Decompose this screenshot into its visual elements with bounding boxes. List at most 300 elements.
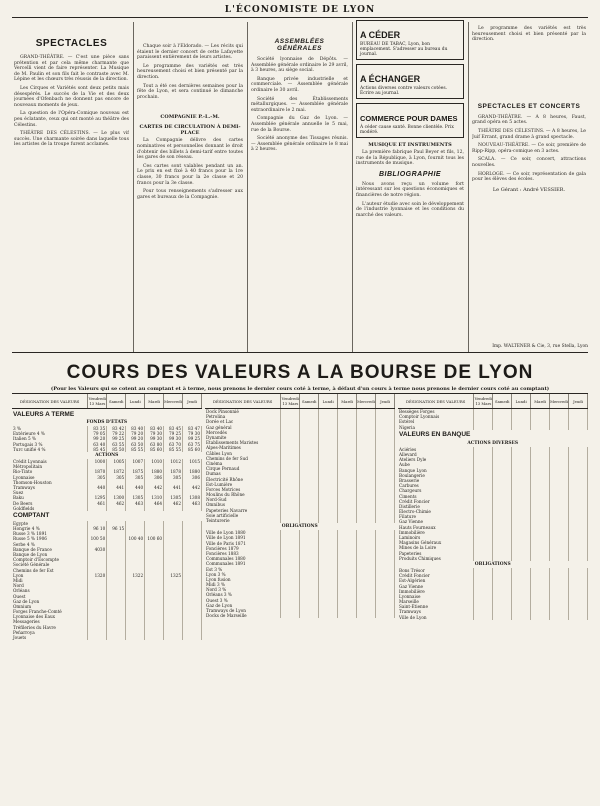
security-name: Midi [12, 578, 88, 583]
column-header: Mardi [531, 394, 550, 409]
quote-cell [376, 613, 395, 618]
security-name: Distillerie [398, 504, 474, 509]
assemblees-paragraph: Société des Établissements métallurgiques. — Assemblée générale extraordinaire le 2 mai. [251, 96, 348, 113]
column-header: Vendredi 13 Mars [88, 394, 107, 409]
ad-commerce [356, 103, 464, 138]
quote-cell [512, 615, 531, 620]
column-rule [133, 22, 134, 352]
security-name: Communales 1880 [205, 556, 281, 561]
printer-line: Imp. WALTENER & Cie, 3, rue Stella, Lyon [492, 344, 588, 349]
security-name: Lyon [12, 573, 88, 578]
security-name: Mercedès [205, 430, 281, 435]
security-name: Omnibus [205, 502, 281, 507]
quote-cell: 1305 [164, 495, 183, 500]
security-name: Etablissements Maristes [205, 440, 281, 445]
quote-cell: 1875 [126, 469, 145, 474]
quote-cell: 79 30 [183, 431, 202, 436]
security-name: Omnium [12, 604, 88, 609]
security-name: Électro-Chimie [398, 509, 474, 514]
quote-cell: 440 [88, 485, 107, 490]
security-name: Lyon fusion [205, 577, 281, 582]
quote-cell [107, 635, 126, 640]
security-name: Dynamite [205, 435, 281, 440]
security-name: Serbe 4 % [12, 542, 88, 547]
security-name: Estérel [398, 419, 474, 424]
company-body [137, 138, 243, 200]
quote-cell [474, 615, 493, 620]
concerts-paragraph: SCALA. — Ce soir, concert, attractions nouvelles. [472, 157, 586, 168]
company-paragraph: Pour tous renseignements s'adresser aux gares et bureaux de la Compagnie. [137, 189, 243, 200]
company-paragraph: Ces cartes sont valables pendant un an. Le prix en est fixé à 40 francs pour la 1re classe, 30 francs pour la 2e classe et 20 francs pour la 3e classe. [137, 163, 243, 186]
subgroup-heading: ACTIONS [95, 452, 119, 458]
quote-cell: 63 70 [164, 442, 183, 447]
column-header: Jeudi [376, 394, 395, 409]
ad-commerce-heading: COMMERCE POUR DAMES [360, 114, 458, 123]
security-name: Moulins du Rhône [205, 492, 281, 497]
security-name: Mines de la Loire [398, 545, 474, 550]
security-name: Russe 5 % 1906 [12, 536, 88, 541]
column-header: Mardi [145, 394, 164, 409]
quote-cell: 463 [126, 500, 145, 505]
security-name: Portugais 3 % [12, 442, 88, 447]
group-heading: COMPTANT [13, 512, 50, 520]
quote-cell [319, 613, 338, 618]
security-name: Egypte [12, 521, 88, 526]
column-header: Samedi [107, 394, 126, 409]
concerts-title: SPECTACLES ET CONCERTS [477, 102, 581, 110]
security-name: Ouest [12, 593, 88, 598]
security-name: Papeteries [398, 551, 474, 556]
newspaper-title: L'ÉCONOMISTE DE LYON [224, 5, 376, 15]
column-header: Jeudi [569, 394, 588, 409]
security-name: Dorée et Lac [205, 419, 281, 424]
quote-cell [145, 635, 164, 640]
quote-cell [281, 613, 300, 618]
quote-cell: 85 60 [145, 447, 164, 452]
security-name: Lyonnaise [12, 475, 88, 480]
security-name: Immobilière [398, 530, 474, 535]
security-name: Hongrie 4 % [12, 526, 88, 531]
security-name: Chemins de fer Est [12, 568, 88, 573]
security-name: Est-Algérien [398, 578, 474, 583]
table-row [205, 613, 395, 618]
column-header: Lundi [319, 394, 338, 409]
quote-cell: 79 22 [107, 431, 126, 436]
cours-table-2-wrap [205, 394, 395, 794]
spectacles-paragraph: THÉÂTRE DES CÉLESTINS. — Le plus vif succès. Une charmante soirée dans laquelle tous les artistes de la troupe furent acclamés. [14, 131, 129, 148]
quote-cell: 461 [88, 500, 107, 505]
concerts-intro [472, 26, 586, 43]
assemblees-paragraph: Société lyonnaise de Dépôts. — Assemblée générale ordinaire le 29 avril, à 3 heures, au siège social. [251, 57, 348, 74]
security-name: Foncières 1879 [205, 546, 281, 551]
security-name: Tramways [12, 485, 88, 490]
assemblees-paragraph: Société anonyme des Tissages réunis. — Assemblée générale ordinaire le 8 mai à 2 heures. [251, 136, 348, 153]
quote-cell [183, 635, 202, 640]
quote-cell: 96 10 [88, 526, 107, 531]
security-name: Goldfields [12, 506, 88, 511]
security-name: Ateliers Dyle [398, 457, 474, 462]
quote-cell: 85 45 [88, 447, 107, 452]
quote-cell: 1878 [164, 469, 183, 474]
security-name: Aube [398, 462, 474, 467]
quote-cell: 1310 [145, 495, 164, 500]
column-header: DÉSIGNATION DES VALEURS [12, 394, 88, 409]
table-row [398, 615, 588, 620]
security-name: Russe 3 % 1891 [12, 531, 88, 536]
concerts-paragraph: NOUVEAU-THÉÂTRE. — Ce soir, première de Ripp-Ripp, opéra-comique en 3 actes. [472, 143, 586, 154]
table-header-row [12, 394, 202, 409]
bibliographie-paragraph: Nous avons reçu un volume fort intéressant sur les questions économiques et financières de notre région. [356, 181, 464, 198]
quote-cell: 1308 [183, 495, 202, 500]
quote-cell: 63 80 [145, 442, 164, 447]
column-header: Vendredi 13 Mars [474, 394, 493, 409]
ad-a-echanger [356, 64, 464, 99]
quote-cell: 99 30 [164, 436, 183, 441]
bibliographie-body [356, 182, 464, 219]
quote-cell: 83 40 [126, 426, 145, 431]
security-name: Lyonnaise [398, 594, 474, 599]
security-name: Boulangerie [398, 473, 474, 478]
security-name: Tréfileries du Havre [12, 625, 88, 630]
quote-cell: 96 15 [107, 526, 126, 531]
cours-title: COURS DES VALEURS A LA BOURSE DE LYON [66, 362, 534, 383]
security-name: Société Générale [12, 562, 88, 567]
security-name: Est-Lumière [205, 482, 281, 487]
quote-cell [164, 635, 183, 640]
security-name: Banque de France [12, 547, 88, 552]
column-header: Mercredi [550, 394, 569, 409]
musique-title: MUSIQUE ET INSTRUMENTS [368, 142, 452, 148]
security-name: Soie artificielle [205, 513, 281, 518]
security-name: Filature [398, 514, 474, 519]
security-name: Métropolitain [12, 464, 88, 469]
col2-paragraph: Chaque soir à l'Eldorado. — Les récits qui étaient le dernier concert de cette Lafayette paraissent entièrement de leurs artistes. [137, 44, 243, 61]
security-name: Foncières 1883 [205, 551, 281, 556]
quote-cell: 63 50 [126, 442, 145, 447]
quote-cell: 1880 [145, 469, 164, 474]
security-name: Cirque Pernaud [205, 466, 281, 471]
security-name: Magasins Généraux [398, 540, 474, 545]
quote-cell [88, 635, 107, 640]
table-row [12, 635, 202, 640]
quote-cell: 85 50 [107, 447, 126, 452]
column-header: Mercredi [164, 394, 183, 409]
quote-cell: 99 20 [126, 436, 145, 441]
quote-cell: 100 50 [88, 536, 107, 541]
quote-cell [357, 613, 376, 618]
quote-cell: 462 [164, 500, 183, 505]
column-rule [352, 22, 353, 352]
quote-cell: 1007 [126, 459, 145, 464]
spectacles-body [14, 55, 129, 148]
quote-cell: 99 20 [88, 436, 107, 441]
security-name: Bons Trésor [398, 568, 474, 573]
security-name: Gaz de Lyon [205, 603, 281, 608]
cours-table-3-wrap [398, 394, 588, 794]
security-name: Est 3 % [205, 566, 281, 571]
security-name: Orléans [12, 588, 88, 593]
security-name: Forces Motrices [205, 487, 281, 492]
security-name: Forges Franche-Comté [12, 609, 88, 614]
ad-a-ceder-text: BUREAU DE TABAC, Lyon, bon emplacement. S'adresser au bureau du journal. [360, 42, 448, 57]
subgroup-heading-row [205, 523, 395, 530]
quote-cell: 305 [126, 475, 145, 480]
security-name: Banque Lyon [398, 468, 474, 473]
quote-cell: 1320 [88, 573, 107, 578]
security-name: Comptoir Lyonnais [398, 414, 474, 419]
column-header: Samedi [300, 394, 319, 409]
security-name: Baku [12, 495, 88, 500]
quote-cell: 305 [88, 475, 107, 480]
column-header: Samedi [493, 394, 512, 409]
column-header: Jeudi [183, 394, 202, 409]
quote-cell: 1010 [145, 459, 164, 464]
company-subtitle: CARTES DE CIRCULATION À DEMI-PLACE [139, 124, 241, 137]
column-header: Vendredi 13 Mars [281, 394, 300, 409]
assemblees-column [251, 20, 348, 350]
security-name: Marseille [398, 599, 474, 604]
security-name: Crédit Foncier [398, 499, 474, 504]
quote-cell: 1305 [126, 495, 145, 500]
quote-cell: 1295 [88, 495, 107, 500]
ads-column [356, 20, 464, 350]
security-name: Électricité Rhône [205, 476, 281, 481]
subgroup-heading-row [12, 452, 202, 459]
quote-cell [550, 615, 569, 620]
col2-body [137, 44, 243, 100]
spectacles-paragraph: Les Cirques et Variétés sont deux petits mais désespérés. Le succès de la Vie et des deux journées d'Ofenbach ne donnent pas encore de nouveaux moments de jeux. [14, 85, 129, 108]
security-name: Chemins de fer Sud [205, 456, 281, 461]
quote-cell [569, 615, 588, 620]
security-name: 3 % [12, 426, 88, 431]
security-name: Communales 1891 [205, 561, 281, 566]
security-name: Brasserie [398, 478, 474, 483]
security-name: Gaz Vienne [398, 519, 474, 524]
ad-a-echanger-text: Actions diverses contre valeurs cotées. Écrire au journal. [360, 86, 447, 96]
quote-cell [531, 615, 550, 620]
quote-cell: 79 30 [145, 431, 164, 436]
security-name: Crédit Foncier [398, 573, 474, 578]
group-heading: VALEURS EN BANQUE [399, 431, 471, 439]
quote-cell: 63 75 [183, 442, 202, 447]
cours-table-3 [398, 394, 588, 620]
quote-cell [126, 635, 145, 640]
quote-cell: 83 40 [145, 426, 164, 431]
subgroup-heading-row [398, 440, 588, 447]
quote-cell: 1015 [183, 459, 202, 464]
security-name: Comptoir d'Escompte [12, 557, 88, 562]
column-header: DÉSIGNATION DES VALEURS [205, 394, 281, 409]
quote-cell: 4030 [88, 547, 107, 552]
quote-cell: 306 [183, 475, 202, 480]
quote-cell: 305 [107, 475, 126, 480]
security-name: Jouets [12, 635, 88, 640]
quote-cell: 462 [107, 500, 126, 505]
company-paragraph: La Compagnie délivre des cartes nominatives et personnelles donnant le droit d'obtenir des billets à demi-tarif entre toutes les gares de son réseau. [137, 138, 243, 161]
security-name: Ville de Paris 1871 [205, 541, 281, 546]
security-name: Thomson-Houston [12, 480, 88, 485]
subgroup-heading: OBLIGATIONS [474, 561, 511, 567]
concerts-paragraph: Le programme des variétés est très heureusement choisi et bien présenté par la direction. [472, 26, 586, 43]
security-name: Papeteries Navarre [205, 508, 281, 513]
quote-cell [338, 613, 357, 618]
concerts-column [472, 20, 586, 350]
quote-cell: 83 45 [164, 426, 183, 431]
assemblees-paragraph: Banque privée industrielle et commerciale. — Assemblée générale ordinaire le 30 avril. [251, 76, 348, 93]
subgroup-heading: FONDS D'ÉTATS [86, 420, 128, 425]
quote-cell: 1322 [126, 573, 145, 578]
quote-cell: 79 20 [126, 431, 145, 436]
security-name: Turc unifié 4 % [12, 447, 88, 452]
security-name: Peñarroya [12, 630, 88, 635]
concerts-paragraph: GRAND-THÉÂTRE. — A 8 heures, Faust, grand opéra en 5 actes. [472, 114, 586, 126]
quote-cell: 1870 [88, 469, 107, 474]
security-name: Midi 3 % [205, 582, 281, 587]
header-rule [12, 17, 588, 18]
security-name: Allevard [398, 452, 474, 457]
assemblees-paragraph: Compagnie du Gaz de Lyon. — Assemblée générale annuelle le 5 mai, rue de la Bourse. [251, 116, 348, 133]
security-name: Nigeria [398, 425, 474, 430]
quote-cell: 442 [183, 485, 202, 490]
musique-paragraph: La première fabrique Paul Beyer et fils, 12, rue de la République, à Lyon, fournit tous les instruments de musique. [356, 150, 464, 167]
security-name: Ouest 3 % [205, 598, 281, 603]
security-name: Nord [12, 583, 88, 588]
col2-paragraph: Le programme des variétés est très heureusement choisi et bien présenté par la direction. [137, 63, 243, 80]
security-name: Bessèges Forges [398, 409, 474, 415]
quote-cell: 1880 [183, 469, 202, 474]
security-name: Crédit Lyonnais [12, 459, 88, 464]
col2-paragraph: Tout a été ces dernières semaines pour la fête de Lyon, et sera continué le dimanche prochain. [137, 83, 243, 100]
security-name: Produits Chimiques [398, 556, 474, 561]
security-name: Ville de Lyon [398, 615, 474, 620]
table-header-row [205, 394, 395, 409]
assemblees-body [251, 57, 348, 153]
group-heading-row [12, 409, 202, 420]
security-name: Banque de Lyon [12, 552, 88, 557]
musique-body [356, 150, 464, 167]
security-name: Lyonnaise des Eaux [12, 614, 88, 619]
security-name: Câbles Lyon [205, 451, 281, 456]
concerts-paragraph: THÉÂTRE DES CÉLESTINS. — A 8 heures, Le Juif Errant, grand drame à grand spectacle. [472, 128, 586, 140]
quote-cell: 83 47 [183, 426, 202, 431]
quote-cell: 441 [164, 485, 183, 490]
subgroup-heading: ACTIONS DIVERSES [467, 440, 519, 446]
security-name: Immobilière [398, 589, 474, 594]
quote-cell: 440 [126, 485, 145, 490]
security-name: Cinéma [205, 461, 281, 466]
spectacles-title: SPECTACLES [35, 38, 108, 49]
quote-cell: 1005 [107, 459, 126, 464]
security-name: Gaz de Lyon [12, 599, 88, 604]
concerts-body [472, 115, 586, 183]
group-heading: VALEURS A TERME [13, 410, 75, 418]
cours-subtitle: (Pour les Valeurs qui se cotent au comptant et à terme, nous prenons le dernier cours coté à terme, à défaut d'un cours à terme nous prenons le dernier cours coté au comptant) [50, 386, 550, 392]
bibliographie-paragraph: L'auteur étudie avec soin le développement de l'industrie lyonnaise et les conditions du marché des valeurs. [356, 201, 464, 218]
quote-cell: 306 [145, 475, 164, 480]
spectacles-column [14, 20, 129, 350]
quote-cell: 100 40 [126, 536, 145, 541]
column-header: Lundi [126, 394, 145, 409]
column-header: DÉSIGNATION DES VALEURS [398, 394, 474, 409]
quote-cell: 100 60 [145, 536, 164, 541]
quote-cell: 1325 [164, 573, 183, 578]
ad-a-ceder [356, 20, 464, 60]
ad-a-echanger-heading: A ÉCHANGER [360, 74, 421, 84]
security-name: Tramways [398, 609, 474, 614]
spectacles-paragraph: La question de l'Opéra-Comique nouveau est peu éclatante, ceux qui ont monté au théâtre des Célestins. [14, 111, 129, 128]
security-name: Ville de Lyon 1891 [205, 535, 281, 540]
quote-cell: 99 30 [145, 436, 164, 441]
security-name: Rio-Tinto [12, 469, 88, 474]
bibliographie-title: BIBLIOGRAPHIE [378, 170, 442, 178]
security-name: Messageries [12, 619, 88, 624]
security-name: Gaz Vienne [398, 583, 474, 588]
security-name: Nord 3 % [205, 587, 281, 592]
assemblees-title: ASSEMBLÉES GÉNÉRALES [274, 38, 325, 52]
security-name: Tramways de Lyon [205, 608, 281, 613]
quote-cell: 99 25 [107, 436, 126, 441]
concerts-paragraph: HORLOGE. — Ce soir, représentation de gala pour les élèves des écoles. [472, 171, 586, 183]
security-name: Aciéries [398, 447, 474, 452]
security-name: Chargeurs [398, 488, 474, 493]
quote-cell: 83 35 [88, 426, 107, 431]
cours-table-1 [12, 394, 202, 640]
quote-cell: 85 55 [126, 447, 145, 452]
section-rule [12, 352, 588, 353]
quote-cell: 83 42 [107, 426, 126, 431]
cours-table-2 [205, 394, 395, 618]
security-name: Extérieure 4 % [12, 431, 88, 436]
quote-cell: 1300 [107, 495, 126, 500]
group-heading-row [398, 430, 588, 440]
quote-cell: 63 55 [107, 442, 126, 447]
security-name: Carbures [398, 483, 474, 488]
quote-cell: 85 60 [183, 447, 202, 452]
column-rule [468, 22, 469, 352]
quote-cell: 63 40 [88, 442, 107, 447]
group-heading-row [12, 511, 202, 521]
table-header-row [398, 394, 588, 409]
page-header [12, 4, 588, 16]
column-rule [247, 22, 248, 352]
quote-cell: 305 [164, 475, 183, 480]
security-name: Orléans 3 % [205, 592, 281, 597]
security-name: Dock Pinsonnié [205, 409, 281, 415]
quote-cell [493, 615, 512, 620]
quote-cell: 442 [145, 485, 164, 490]
subgroup-heading: OBLIGATIONS [281, 524, 318, 530]
quote-cell: 1000 [88, 459, 107, 464]
security-name: Alpes-Maritimes [205, 445, 281, 450]
security-name: Laminoirs [398, 535, 474, 540]
security-name: Nord-Sud [205, 497, 281, 502]
security-name: Hauts Fourneaux [398, 525, 474, 530]
quote-cell: 463 [183, 500, 202, 505]
quote-cell: 441 [107, 485, 126, 490]
security-name: Dumas [205, 471, 281, 476]
security-name: Saint-Étienne [398, 604, 474, 609]
quote-cell: 1872 [107, 469, 126, 474]
security-name: Gaz général [205, 425, 281, 430]
column-header: Lundi [512, 394, 531, 409]
ad-commerce-text: À céder cause santé. Bonne clientèle. Prix modéré. [360, 125, 454, 135]
subgroup-heading-row [398, 561, 588, 568]
quote-cell: 79 25 [164, 431, 183, 436]
company-title: COMPAGNIE P.-L.-M. [160, 114, 220, 121]
security-name: Petrolina [205, 414, 281, 419]
security-name: Italien 5 % [12, 436, 88, 441]
security-name: Docks de Marseille [205, 613, 281, 618]
